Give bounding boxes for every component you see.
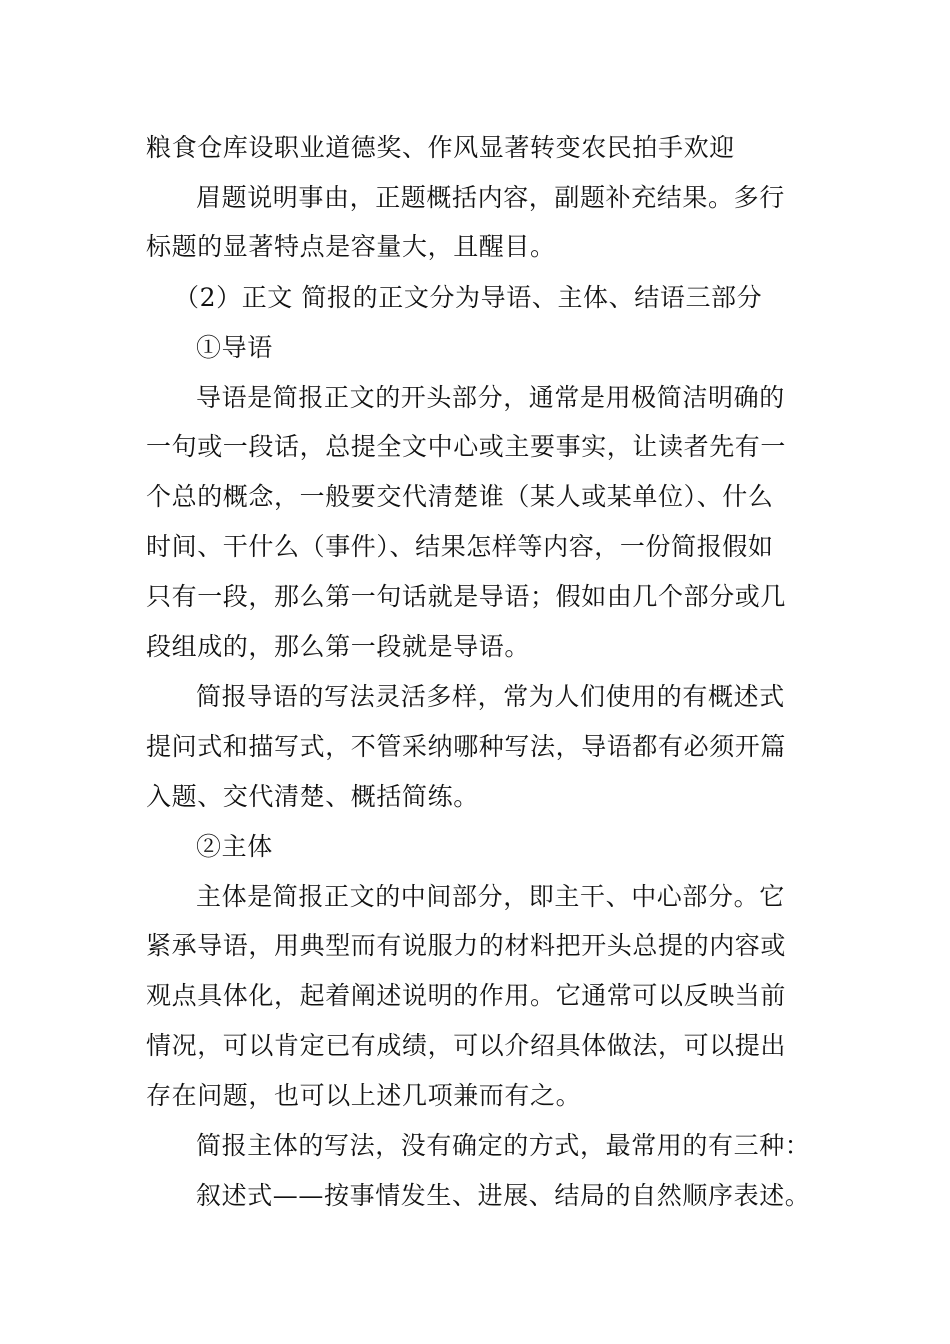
text-line: 一句或一段话，总提全文中心或主要事实，让读者先有一: [146, 432, 787, 461]
text-line: 主体是简报正文的中间部分，即主干、中心部分。它: [196, 882, 785, 911]
text-line: 简报主体的写法，没有确定的方式，最常用的有三种：: [196, 1131, 811, 1160]
text-line: 粮食仓库设职业道德奖、作风显著转变农民拍手欢迎: [146, 133, 735, 162]
text-line: 情况，可以肯定已有成绩，可以介绍具体做法，可以提出: [146, 1031, 787, 1060]
text-line: 叙述式——按事情发生、进展、结局的自然顺序表述。: [196, 1181, 811, 1210]
text-line: 眉题说明事由，正题概括内容，副题补充结果。多行: [196, 183, 785, 212]
text-line: 导语是简报正文的开头部分，通常是用极简洁明确的: [196, 383, 785, 412]
text-line: 简报导语的写法灵活多样，常为人们使用的有概述式: [196, 682, 785, 711]
text-line: 入题、交代清楚、概括简练。: [146, 782, 479, 811]
subsection-heading: ①导语: [196, 333, 273, 362]
text-line: 存在问题，也可以上述几项兼而有之。: [146, 1081, 582, 1110]
text-line: 提问式和描写式，不管采纳哪种写法，导语都有必须开篇: [146, 732, 787, 761]
text-line: 只有一段，那么第一句话就是导语；假如由几个部分或几: [146, 582, 787, 611]
text-line: 段组成的，那么第一段就是导语。: [146, 632, 531, 661]
text-line: 紧承导语，用典型而有说服力的材料把开头总提的内容或: [146, 931, 787, 960]
subsection-heading: ②主体: [196, 832, 273, 861]
text-line: 个总的概念，一般要交代清楚谁（某人或某单位）、什么: [146, 482, 774, 511]
section-heading: （2）正文 简报的正文分为导语、主体、结语三部分: [174, 283, 763, 312]
text-line: 时间、干什么（事件）、结果怎样等内容，一份简报假如: [146, 532, 774, 561]
text-line: 观点具体化，起着阐述说明的作用。它通常可以反映当前: [146, 981, 787, 1010]
text-line: 标题的显著特点是容量大，且醒目。: [146, 232, 556, 261]
